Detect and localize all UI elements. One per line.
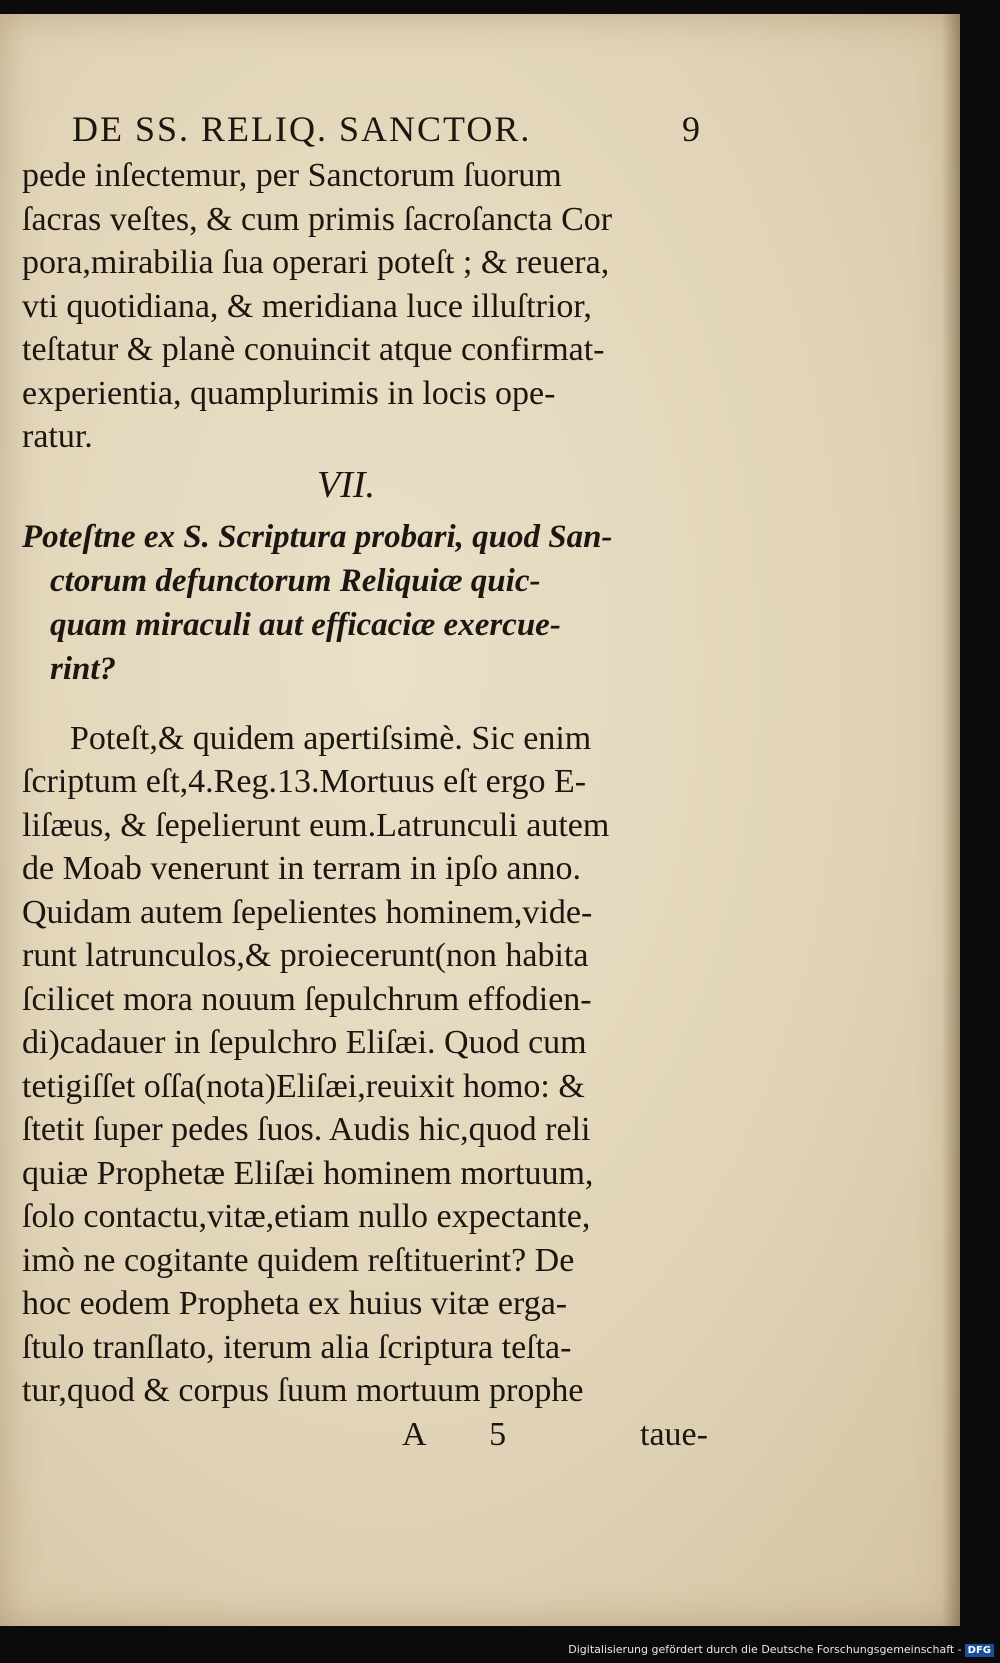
text-line: pora,mirabilia ſua operari poteſt ; & reuera, [22, 244, 610, 281]
paragraph-continued [22, 154, 732, 459]
text-line: Poteſt,& quidem apertiſsimè. Sic enim [70, 719, 592, 757]
text-line: Quidam autem ſepelientes hominem,vide- [22, 893, 593, 931]
answer-paragraph [22, 717, 732, 1413]
section-number: VII. [317, 463, 376, 506]
text-line: pede inſectemur, per Sanctorum ſuorum [22, 157, 562, 194]
question-heading [22, 515, 732, 691]
text-line: ſtetit ſuper pedes ſuos. Audis hic,quod reli [22, 1111, 591, 1148]
text-line: experientia, quamplurimis in locis ope- [22, 374, 556, 412]
question-line: rint? [50, 650, 117, 687]
digitization-credit [568, 1643, 994, 1657]
text-line: ſcriptum eſt,4.Reg.13.Mortuus eſt ergo E- [22, 763, 587, 800]
question-line: quam miraculi aut efficaciæ exercue- [50, 606, 561, 643]
catchline [22, 1413, 732, 1457]
question-line: Poteſtne ex S. Scriptura probari, quod San- [22, 518, 613, 555]
credit-text: Digitalisierung gefördert durch die Deutsche Forschungsgemeinschaft - [568, 1643, 962, 1656]
book-page [0, 14, 960, 1626]
text-line: hoc eodem Propheta ex huius vitæ erga- [22, 1285, 568, 1322]
running-head-title: DE SS. RELIQ. SANCTOR. [72, 109, 532, 149]
dfg-logo: DFG [965, 1644, 994, 1657]
catchword: taue- [640, 1415, 708, 1453]
question-line: ctorum defunctorum Reliquiæ quic- [50, 562, 541, 599]
text-line: liſæus, & ſepelierunt eum.Latrunculi autem [22, 806, 610, 844]
text-line: quiæ Prophetæ Eliſæi hominem mortuum, [22, 1154, 594, 1192]
signature-mark: A 5 [402, 1415, 535, 1453]
page-text [22, 102, 732, 1457]
text-line: ſacras veſtes, & cum primis ſacroſancta Cor [22, 200, 613, 238]
text-line: teſtatur & planè conuincit atque confirmat- [22, 331, 605, 368]
text-line: ſcilicet mora nouum ſepulchrum effodien- [22, 980, 592, 1018]
text-line: ratur. [22, 418, 93, 455]
page-number: 9 [682, 109, 702, 149]
text-line: runt latrunculos,& proiecerunt(non habita [22, 937, 589, 974]
text-line: tetigiſſet oſſa(nota)Eliſæi,reuixit homo: & [22, 1067, 585, 1105]
text-line: imò ne cogitante quidem reſtituerint? De [22, 1241, 575, 1279]
running-head [22, 102, 732, 154]
text-line: vti quotidiana, & meridiana luce illuſtrior, [22, 287, 592, 325]
text-line: di)cadauer in ſepulchro Eliſæi. Quod cum [22, 1024, 587, 1061]
text-line: de Moab venerunt in terram in ipſo anno. [22, 850, 581, 887]
text-line: tur,quod & corpus ſuum mortuum prophe [22, 1372, 584, 1409]
paragraph-spacer [22, 691, 732, 717]
text-line: ſtulo tranſlato, iterum alia ſcriptura teſta- [22, 1328, 572, 1366]
text-line: ſolo contactu,vitæ,etiam nullo expectante, [22, 1198, 591, 1235]
